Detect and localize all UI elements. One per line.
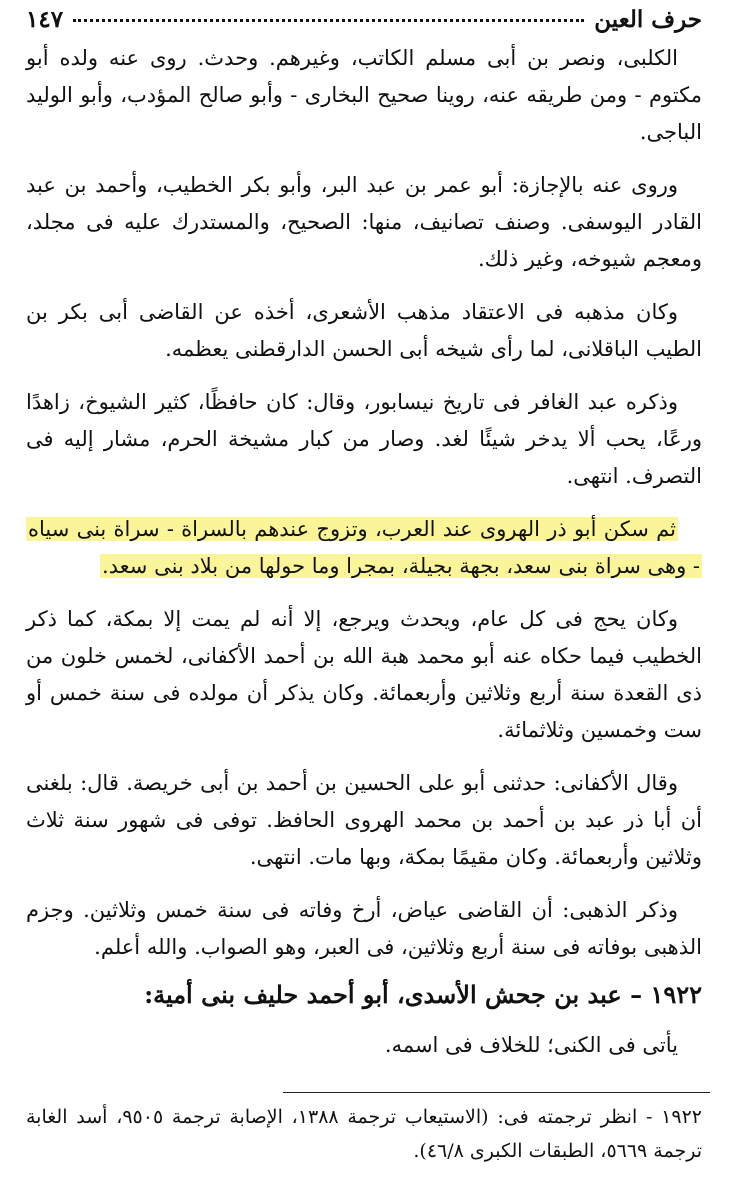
paragraph-text: وذكر الذهبى: أن القاضى عياض، أرخ وفاته فى سنة خمس وثلاثين. وجزم الذهبى بوفاته فى سنة أربع وثلاثين، فى العبر، وهو الصواب. والله أعلم. — [26, 898, 702, 959]
paragraph — [26, 167, 702, 278]
paragraph — [26, 892, 702, 966]
paragraph — [26, 40, 702, 151]
paragraph — [26, 384, 702, 495]
section-title: حرف العين — [594, 6, 702, 33]
paragraph-text: وكان مذهبه فى الاعتقاد مذهب الأشعرى، أخذه عن القاضى أبى بكر بن الطيب الباقلانى، لما رأى شيخه أبى الحسن الدارقطنى يعظمه. — [26, 300, 702, 361]
footnote: ١٩٢٢ - انظر ترجمته فى: (الاستيعاب ترجمة ١٣٨٨، الإصابة ترجمة ٩٥٠٥، أسد الغابة ترجمة ٥٦٦٩، الطبقات الكبرى ٤٦/٨). — [26, 1106, 702, 1162]
highlighted-text: ثم سكن أبو ذر الهروى عند العرب، وتزوج عندهم بالسراة - سراة بنى سياه - وهى سراة بنى سعد، بجهة بجيلة، بمجرا وما حولها من بلاد بنى سعد. — [28, 517, 700, 578]
paragraph-text: وذكره عبد الغافر فى تاريخ نيسابور، وقال: كان حافظًا، كثير الشيوخ، زاهدًا ورعًا، يحب ألا يدخر شيئًا لغد. وصار من كبار مشيخة الحرم، مشار إليه فى التصرف. انتهى. — [26, 390, 702, 488]
paragraph-text: وقال الأكفانى: حدثنى أبو على الحسين بن أحمد بن أبى خريصة. قال: بلغنى أن أبا ذر عبد بن أحمد بن محمد الهروى الحافظ. توفى فى شهور سنة ثلاث وثلاثين وأربعمائة. وكان مقيمًا بمكة، وبها مات. انتهى. — [26, 771, 702, 869]
page-number: ١٤٧ — [26, 6, 64, 33]
entry-number: ١٩٢٢ — [650, 980, 702, 1009]
footnote-divider — [283, 1092, 710, 1093]
paragraph — [26, 294, 702, 368]
paragraph-text: وكان يحج فى كل عام، ويحدث ويرجع، إلا أنه لم يمت إلا بمكة، كما ذكر الخطيب فيما حكاه عنه أبو محمد هبة الله بن أحمد الأكفانى، لخمس خلون من ذى القعدة سنة أربع وثلاثين وأربعمائة. وكان يذكر أن مولده فى سنة خمس أو ست وخمسين وثلاثمائة. — [26, 607, 702, 742]
paragraph-text: الكلبى، ونصر بن أبى مسلم الكاتب، وغيرهم. وحدث. روى عنه ولده أبو مكتوم - ومن طريقه عنه، روينا صحيح البخارى - وأبو صالح المؤدب، وأبو الوليد الباجى. — [26, 46, 702, 144]
highlighted-paragraph — [26, 511, 702, 585]
entry-title: عبد بن جحش الأسدى، أبو أحمد حليف بنى أمية: — [144, 980, 622, 1009]
paragraph — [26, 601, 702, 749]
entry-heading: ١٩٢٢ – عبد بن جحش الأسدى، أبو أحمد حليف بنى أمية: — [144, 980, 702, 1009]
entry-paragraph — [26, 1027, 702, 1064]
paragraph — [26, 765, 702, 876]
running-header — [26, 0, 702, 40]
main-text — [26, 40, 702, 1064]
entry-text: يأتى فى الكنى؛ للخلاف فى اسمه. — [384, 1033, 678, 1057]
paragraph-text: وروى عنه بالإجازة: أبو عمر بن عبد البر، وأبو بكر الخطيب، وأحمد بن عبد القادر اليوسفى. وصنف تصانيف، منها: الصحيح، والمستدرك عليه فى مجلد، ومعجم شيوخه، وغير ذلك. — [26, 173, 703, 271]
dotted-leader — [73, 19, 584, 22]
